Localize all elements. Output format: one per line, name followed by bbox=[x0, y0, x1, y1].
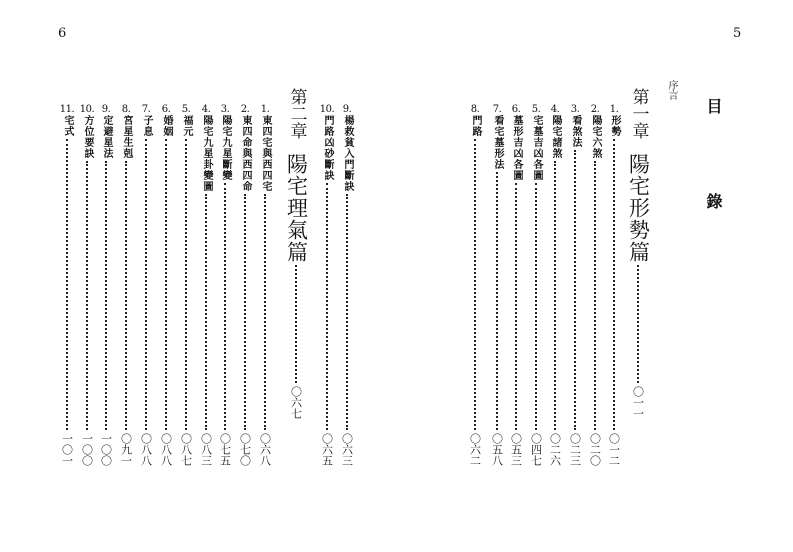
entry-page: 〇八七 bbox=[179, 433, 193, 466]
toc-entry bbox=[338, 104, 356, 466]
entry-title: 方位要訣 bbox=[82, 115, 93, 159]
entry-number: 7. bbox=[141, 104, 151, 115]
entry-title: 楊救貧入門斷訣 bbox=[342, 115, 353, 192]
toc-entry bbox=[137, 104, 155, 466]
entry-number: 4. bbox=[201, 104, 211, 115]
entry-page: 〇六五 bbox=[320, 433, 334, 466]
entry-title: 形勢 bbox=[609, 115, 620, 137]
right-page-number: 5 bbox=[733, 26, 742, 41]
toc-entry bbox=[488, 104, 506, 466]
entry-page: 〇四七 bbox=[529, 433, 543, 466]
toc-entry bbox=[566, 104, 584, 466]
entry-title: 宮星生剋 bbox=[121, 115, 132, 159]
entry-number: 3. bbox=[220, 104, 230, 115]
entry-number: 10. bbox=[319, 104, 335, 115]
toc-entry bbox=[236, 104, 254, 466]
entry-title: 宅墓吉凶各圖 bbox=[531, 115, 542, 181]
entry-page: 〇五三 bbox=[509, 433, 523, 466]
chapter-2-title: 陽宅理氣篇 bbox=[284, 153, 309, 263]
entry-leader bbox=[185, 139, 187, 430]
toc-entry bbox=[318, 104, 336, 466]
left-page-number: 6 bbox=[58, 26, 67, 41]
chapter-2-leader bbox=[295, 265, 297, 383]
entry-number: 6. bbox=[511, 104, 521, 115]
toc-entry bbox=[507, 104, 525, 466]
entry-leader bbox=[613, 139, 615, 430]
toc-entry bbox=[177, 104, 195, 466]
entry-leader bbox=[145, 139, 147, 430]
chapter-1-page: 〇一一 bbox=[631, 386, 645, 419]
entry-leader bbox=[165, 139, 167, 430]
entry-number: 1. bbox=[609, 104, 619, 115]
entry-leader bbox=[264, 194, 266, 430]
entry-number: 1. bbox=[260, 104, 270, 115]
entry-title: 宅式 bbox=[62, 115, 73, 137]
entry-page: 一〇一 bbox=[60, 433, 74, 466]
entry-number: 5. bbox=[531, 104, 541, 115]
entry-leader bbox=[224, 183, 226, 430]
toc-entry bbox=[466, 104, 484, 466]
entry-page: 〇八三 bbox=[199, 433, 213, 466]
entry-page: 〇六八 bbox=[258, 433, 272, 466]
entry-page: 一〇〇 bbox=[99, 433, 113, 466]
entry-page: 〇二六 bbox=[548, 433, 562, 466]
entry-title: 門路 bbox=[470, 115, 481, 137]
entry-page: 一〇〇 bbox=[80, 433, 94, 466]
entry-number: 10. bbox=[79, 104, 95, 115]
entry-number: 11. bbox=[59, 104, 75, 115]
entry-page: 〇七〇 bbox=[238, 433, 252, 466]
entry-number: 8. bbox=[470, 104, 480, 115]
entry-leader bbox=[535, 183, 537, 430]
toc-entry bbox=[58, 104, 76, 466]
toc-entry bbox=[256, 104, 274, 466]
toc-heading bbox=[700, 98, 726, 239]
entry-title: 福元 bbox=[181, 115, 192, 137]
entry-page: 〇五八 bbox=[490, 433, 504, 466]
entry-title: 陽宅諸煞 bbox=[550, 115, 561, 159]
entry-leader bbox=[594, 161, 596, 430]
entry-title: 婚姻 bbox=[161, 115, 172, 137]
chapter-1-heading bbox=[626, 88, 650, 419]
entry-number: 9. bbox=[342, 104, 352, 115]
entry-title: 東四命與西四命 bbox=[240, 115, 251, 192]
entry-leader bbox=[105, 161, 107, 430]
chapter-2-heading bbox=[284, 88, 308, 419]
entry-leader bbox=[515, 183, 517, 430]
entry-page: 〇六三 bbox=[340, 433, 354, 466]
toc-entry bbox=[527, 104, 545, 466]
entry-page: 〇七五 bbox=[218, 433, 232, 466]
entry-page: 〇八八 bbox=[139, 433, 153, 466]
toc-entry bbox=[605, 104, 623, 466]
entry-title: 東四宅與西四宅 bbox=[260, 115, 271, 192]
entry-page: 〇二〇 bbox=[588, 433, 602, 466]
toc-entry bbox=[586, 104, 604, 466]
entry-title: 陽宅九星斷變 bbox=[220, 115, 231, 181]
entry-number: 9. bbox=[101, 104, 111, 115]
toc-entry bbox=[157, 104, 175, 466]
toc-entry bbox=[216, 104, 234, 466]
entry-page: 〇一二 bbox=[607, 433, 621, 466]
entry-number: 5. bbox=[181, 104, 191, 115]
entry-number: 6. bbox=[161, 104, 171, 115]
entry-number: 4. bbox=[550, 104, 560, 115]
entry-leader bbox=[474, 139, 476, 430]
entry-leader bbox=[496, 172, 498, 430]
entry-number: 2. bbox=[240, 104, 250, 115]
entry-number: 8. bbox=[121, 104, 131, 115]
chapter-1-leader bbox=[637, 265, 639, 383]
entry-leader bbox=[244, 194, 246, 430]
entry-page: 〇六二 bbox=[468, 433, 482, 466]
entry-leader bbox=[66, 139, 68, 430]
entry-number: 3. bbox=[570, 104, 580, 115]
toc-title: 目 錄 bbox=[704, 98, 723, 239]
toc-entry bbox=[546, 104, 564, 466]
toc-entry bbox=[97, 104, 115, 466]
entry-page: 〇九一 bbox=[119, 433, 133, 466]
preface-entry bbox=[664, 80, 678, 100]
chapter-1-number: 第一章 bbox=[628, 88, 649, 139]
entry-title: 陽宅六煞 bbox=[590, 115, 601, 159]
entry-title: 定避星法 bbox=[101, 115, 112, 159]
toc-entry bbox=[197, 104, 215, 466]
toc-entry bbox=[117, 104, 135, 466]
entry-title: 墓形吉凶各圖 bbox=[511, 115, 522, 181]
chapter-1-title: 陽宅形勢篇 bbox=[626, 153, 651, 263]
chapter-2-page: 〇六七 bbox=[289, 386, 303, 419]
entry-page: 〇八八 bbox=[159, 433, 173, 466]
entry-leader bbox=[125, 161, 127, 430]
toc-entry bbox=[78, 104, 96, 466]
chapter-2-number: 第二章 bbox=[286, 88, 307, 139]
entry-title: 門路凶砂斷訣 bbox=[322, 115, 333, 181]
entry-leader bbox=[205, 194, 207, 430]
entry-page: 〇二三 bbox=[568, 433, 582, 466]
entry-leader bbox=[326, 183, 328, 430]
entry-title: 看宅墓形法 bbox=[492, 115, 503, 170]
entry-number: 2. bbox=[590, 104, 600, 115]
entry-leader bbox=[346, 194, 348, 430]
entry-number: 7. bbox=[492, 104, 502, 115]
entry-title: 看煞法 bbox=[570, 115, 581, 148]
entry-leader bbox=[554, 161, 556, 430]
entry-leader bbox=[86, 161, 88, 430]
entry-title: 陽宅九星卦變圖 bbox=[201, 115, 212, 192]
preface-label: 序言 bbox=[666, 80, 677, 100]
entry-leader bbox=[574, 150, 576, 430]
entry-title: 子息 bbox=[141, 115, 152, 137]
